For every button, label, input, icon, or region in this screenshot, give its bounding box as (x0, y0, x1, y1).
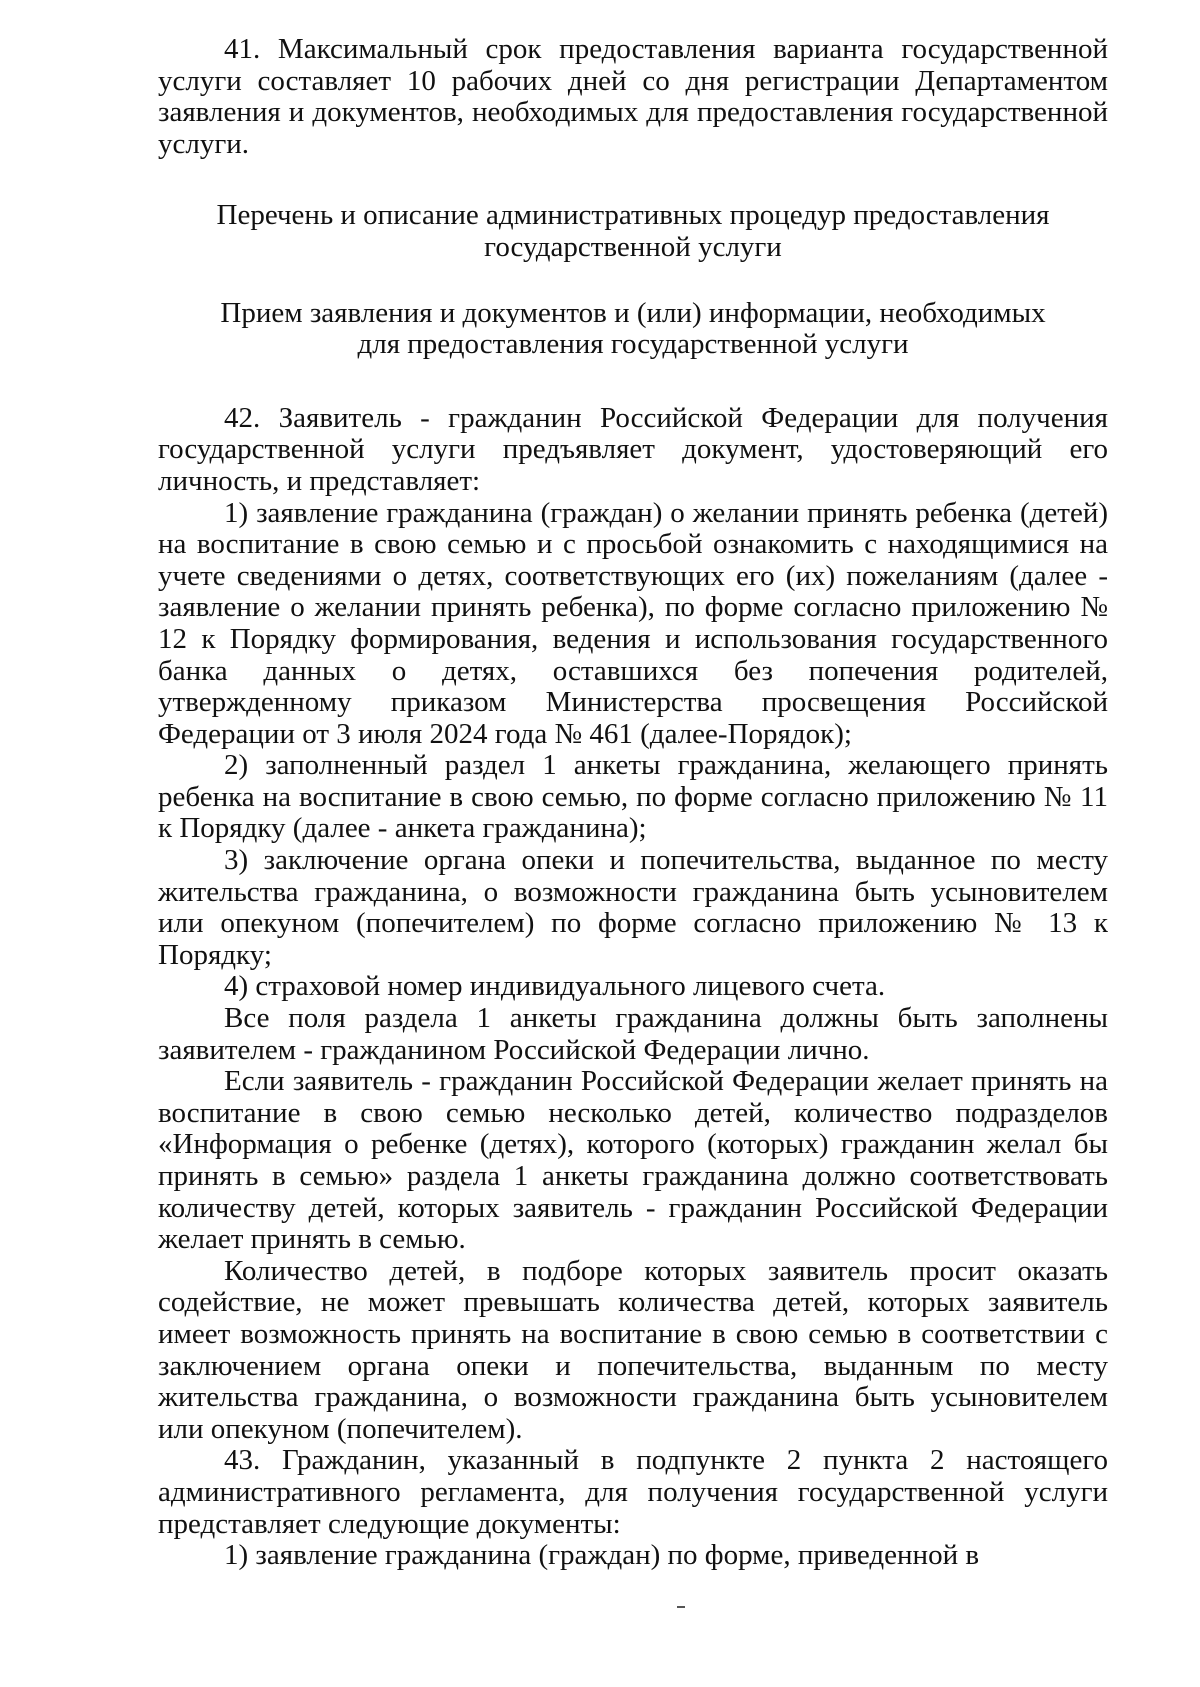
paragraph-all-fields: Все поля раздела 1 анкеты гражданина должны быть заполнены заявителем - гражданином Российской Федерации лично. (158, 1002, 1108, 1066)
paragraph-41: 41. Максимальный срок предоставления варианта государственной услуги составляет 10 рабочих дней со дня регистрации Департаментом заявления и документов, необходимых для предоставления государственной услуги. (158, 33, 1108, 160)
heading-line: для предоставления государственной услуги (357, 328, 909, 361)
page-mark (677, 1606, 685, 1608)
list-item-42-4: 4) страховой номер индивидуального лицевого счета. (224, 970, 886, 1003)
heading-line: государственной услуги (484, 230, 782, 263)
paragraph-43: 43. Гражданин, указанный в подпункте 2 пункта 2 настоящего административного регламента, для получения государственной услуги представляет следующие документы: (158, 1444, 1108, 1540)
list-item-42-1: 1) заявление гражданина (граждан) о желании принять ребенка (детей) на воспитание в свою семью и с просьбой ознакомить с находящимися на учете сведениями о детях, соответствующих его (их) пожеланиям (далее - заявление о желании принять ребенка), по форме согласно приложению № 12 к Порядку формирования, ведения и использования государственного банка данных о детях, оставшихся без попечения родителей, утвержденному приказом Министерства просвещения Российской Федерации от 3 июля 2024 года № 461 (далее-Порядок); (158, 496, 1108, 750)
heading-line: Прием заявления и документов и (или) информации, необходимых (220, 296, 1046, 329)
list-item-43-1: 1) заявление гражданина (граждан) по форме, приведенной в (224, 1539, 980, 1572)
subsection-heading-reception (158, 298, 1108, 361)
paragraph-42: 42. Заявитель - гражданин Российской Федерации для получения государственной услуги предъявляет документ, удостоверяющий его личность, и представляет: (158, 401, 1108, 497)
list-item-42-3: 3) заключение органа опеки и попечительства, выданное по месту жительства гражданина, о возможности гражданина быть усыновителем или опекуном (попечителем) по форме согласно приложению № 13 к Порядку; (158, 844, 1108, 971)
document-body (158, 34, 1108, 1572)
list-item-42-2: 2) заполненный раздел 1 анкеты гражданина, желающего принять ребенка на воспитание в свою семью, по форме согласно приложению № 11 к Порядку (далее - анкета гражданина); (158, 749, 1108, 845)
section-heading-procedures (158, 200, 1108, 263)
heading-line: Перечень и описание административных процедур предоставления (216, 199, 1050, 232)
paragraph-several-children: Если заявитель - гражданин Российской Федерации желает принять на воспитание в свою семью несколько детей, количество подразделов «Информация о ребенке (детях), которого (которых) гражданин желал бы принять в семью» раздела 1 анкеты гражданина должно соответствовать количеству детей, которых заявитель - гражданин Российской Федерации желает принять в семью. (158, 1065, 1108, 1256)
paragraph-children-count: Количество детей, в подборе которых заявитель просит оказать содействие, не может превышать количества детей, которых заявитель имеет возможность принять на воспитание в свою семью в соответствии с заключением органа опеки и попечительства, выданным по месту жительства гражданина, о возможности гражданина быть усыновителем или опекуном (попечителем). (158, 1254, 1108, 1445)
